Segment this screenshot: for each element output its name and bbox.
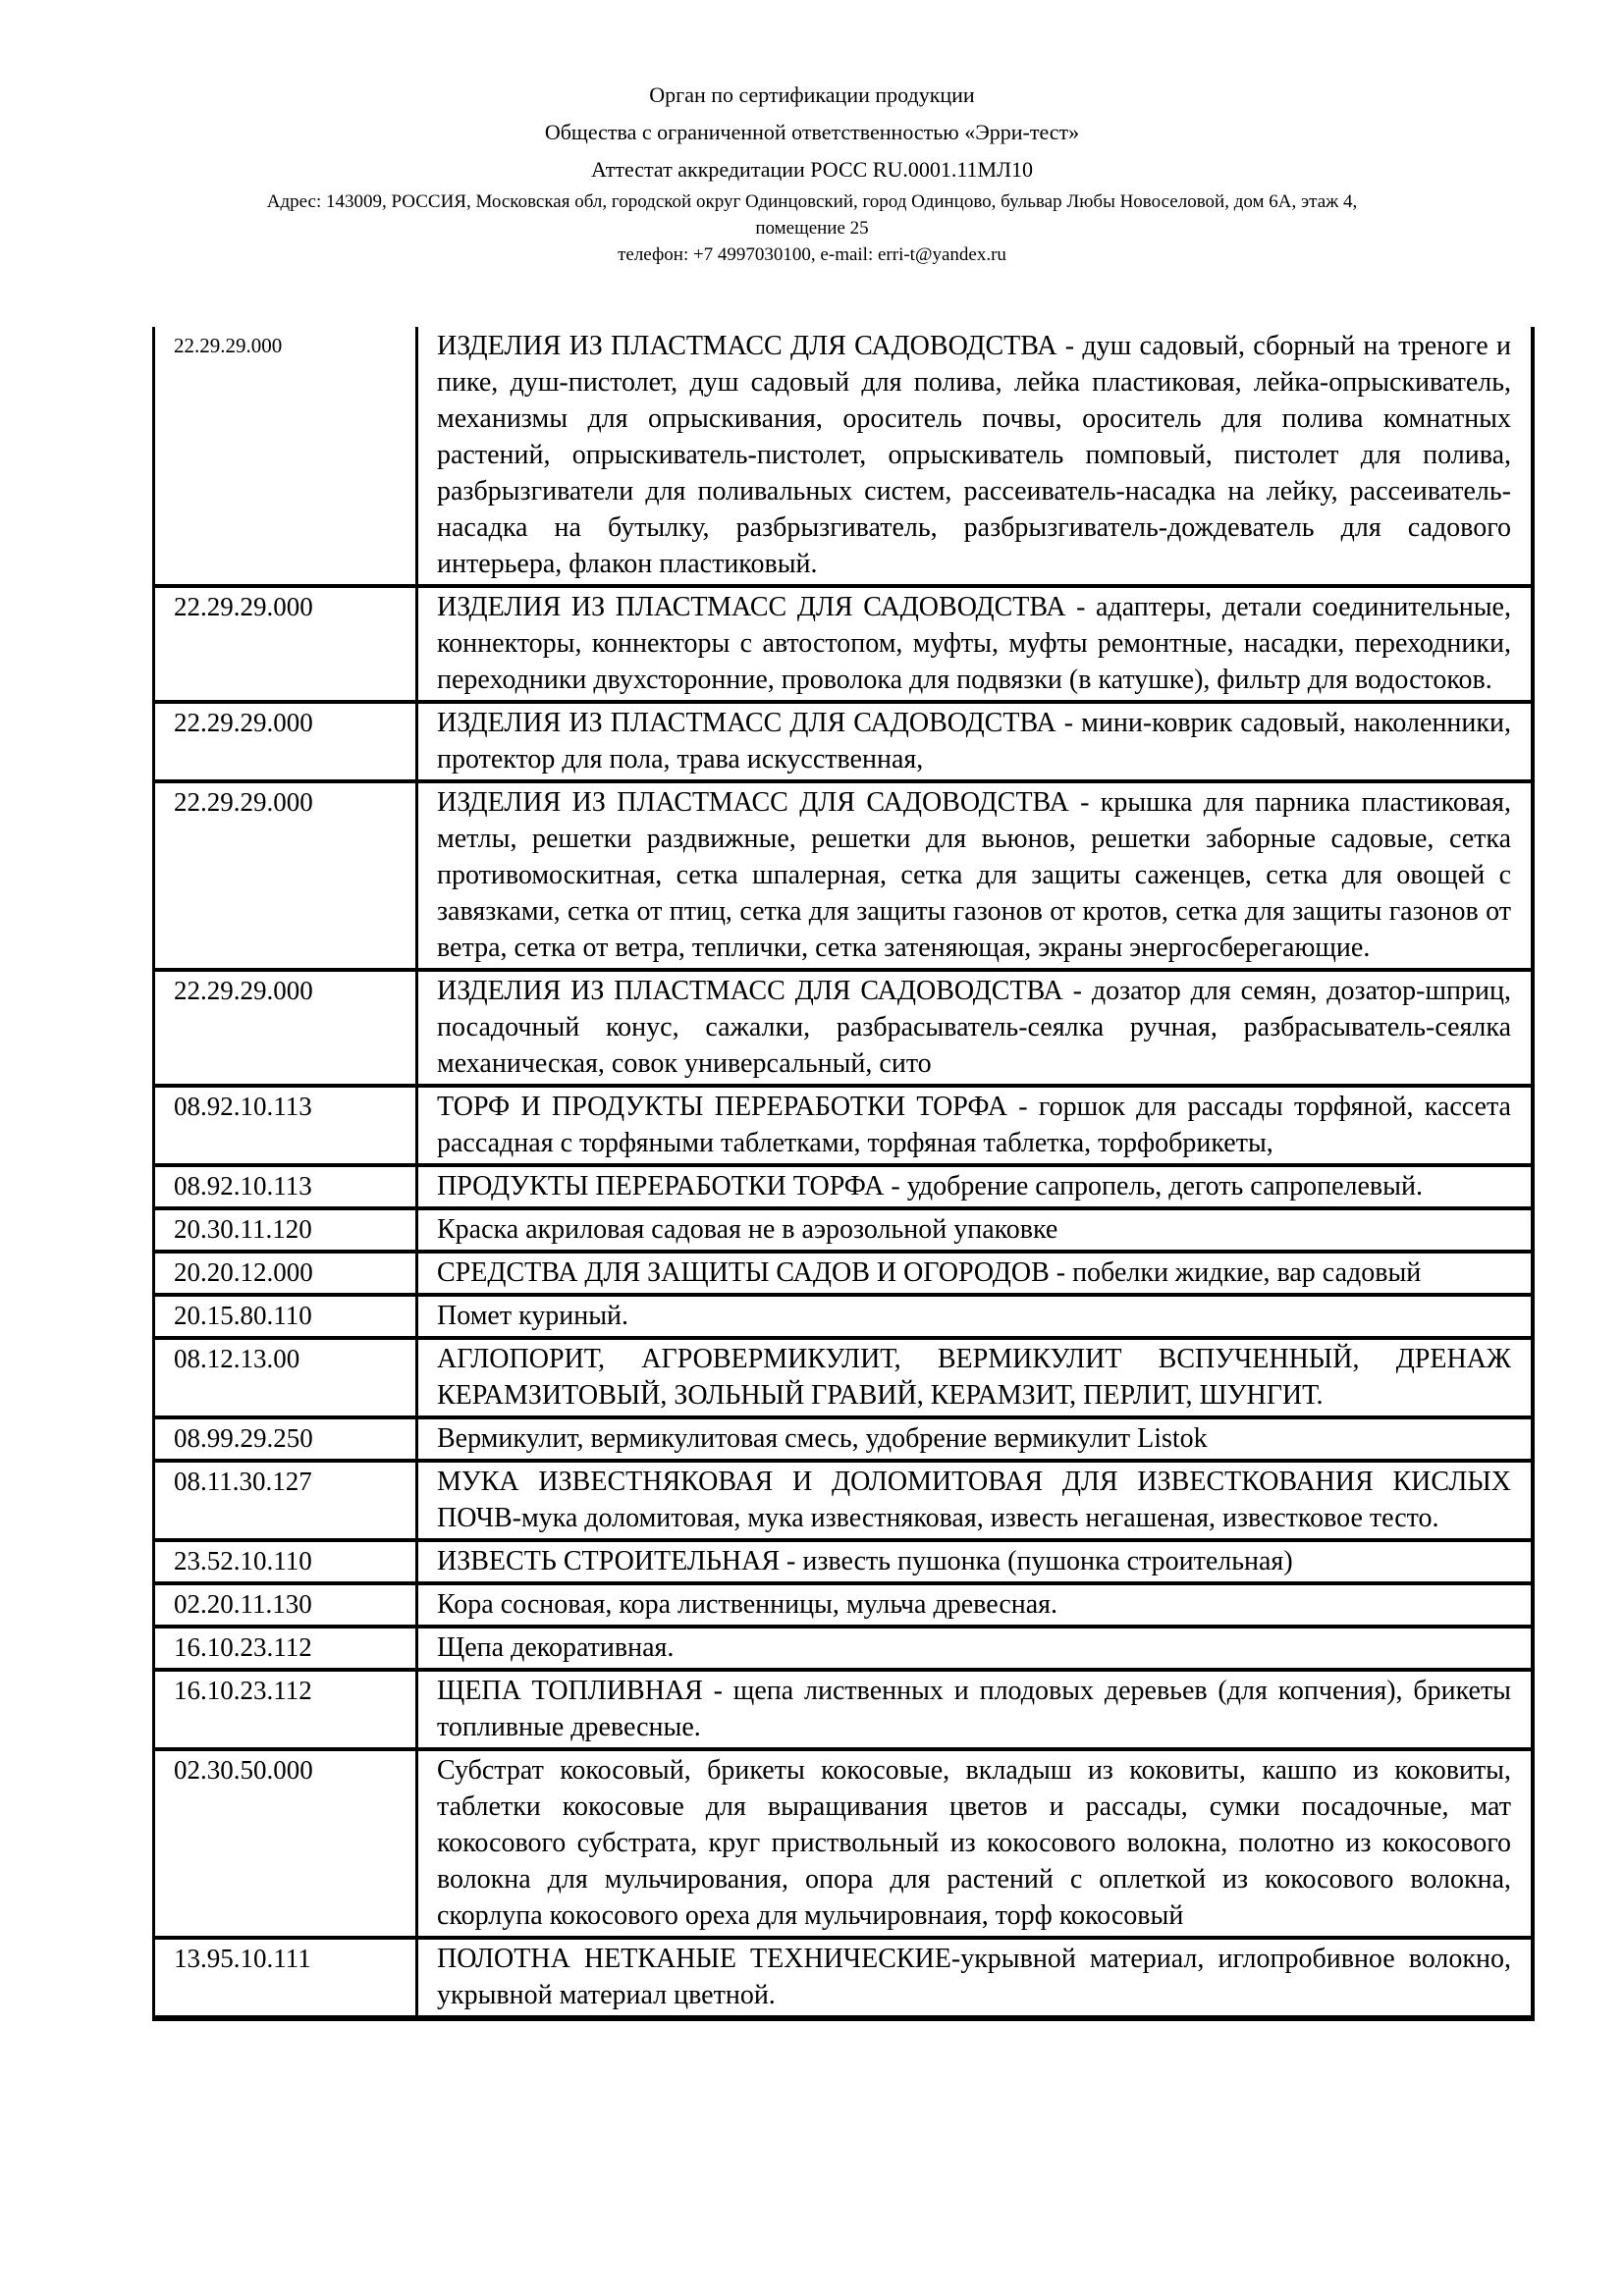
product-code-cell [154, 1583, 417, 1627]
product-code: 16.10.23.112 [174, 1632, 312, 1662]
product-description: СРЕДСТВА ДЛЯ ЗАЩИТЫ САДОВ И ОГОРОДОВ - побелки жидкие, вар садовый [437, 1257, 1422, 1288]
table-row [154, 1208, 1534, 1252]
table-row [154, 1252, 1534, 1295]
table-row [154, 327, 1534, 586]
product-description-cell [417, 1670, 1534, 1749]
product-description-cell [417, 1627, 1534, 1670]
product-code: 08.99.29.250 [174, 1423, 313, 1453]
product-description: Кора сосновая, кора лиственницы, мульча древесная. [437, 1589, 1058, 1620]
product-code: 13.95.10.111 [174, 1944, 311, 1973]
product-code-cell [154, 1086, 417, 1165]
product-code-cell [154, 1627, 417, 1670]
table-row [154, 1295, 1534, 1338]
product-code: 08.92.10.113 [174, 1171, 312, 1201]
product-description: ПОЛОТНА НЕТКАНЫЕ ТЕХНИЧЕСКИЕ-укрывной материал, иглопробивное волокно, укрывной материал цветной. [437, 1944, 1511, 2010]
table-row [154, 781, 1534, 970]
product-description: ТОРФ И ПРОДУКТЫ ПЕРЕРАБОТКИ ТОРФА - горшок для рассады торфяной, кассета рассадная с торфяными таблетками, торфяная таблетка, торфобрикеты, [437, 1092, 1511, 1158]
product-description: ИЗДЕЛИЯ ИЗ ПЛАСТМАСС ДЛЯ САДОВОДСТВА - адаптеры, детали соединительные, коннекторы, коннекторы с автостопом, муфты, муфты ремонтные, насадки, переходники, переходники двухсторонние, проволока для подвязки (в катушке), фильтр для водостоков. [437, 592, 1511, 695]
product-description: ИЗВЕСТЬ СТРОИТЕЛЬНАЯ - известь пушонка (пушонка строительная) [437, 1546, 1293, 1576]
contact-line: телефон: +7 4997030100, e-mail: erri-t@yandex.ru [618, 244, 1006, 265]
table-row [154, 1086, 1534, 1165]
product-description: Вермикулит, вермикулитовая смесь, удобрение вермикулит Listok [437, 1423, 1208, 1454]
product-code: 08.11.30.127 [174, 1467, 312, 1496]
accreditation-line: Аттестат аккредитации РОСС RU.0001.11МЛ10 [590, 157, 1034, 182]
product-description-cell [417, 1295, 1534, 1338]
product-description: Субстрат кокосовый, брикеты кокосовые, вкладыш из коковиты, кашпо из коковиты, таблетки кокосовые для выращивания цветов и рассады, сумки посадочные, мат кокосового субстрата, круг приствольный из кокосового волокна, полотно из кокосового волокна для мульчирования, опора для растений с оплеткой из кокосового волокна, скорлупа кокосового ореха для мульчировнаия, торф кокосовый [437, 1755, 1511, 1931]
table-row [154, 1540, 1534, 1583]
product-code-cell [154, 1208, 417, 1252]
product-code: 22.29.29.000 [174, 592, 313, 621]
product-description-cell [417, 1461, 1534, 1540]
product-description-cell [417, 1086, 1534, 1165]
product-description-cell [417, 327, 1534, 586]
table-row [154, 586, 1534, 702]
product-code: 20.15.80.110 [174, 1301, 312, 1330]
product-table [152, 327, 1535, 2021]
product-code-cell [154, 1749, 417, 1938]
product-description-cell [417, 1583, 1534, 1627]
table-row [154, 1583, 1534, 1627]
product-description: ИЗДЕЛИЯ ИЗ ПЛАСТМАСС ДЛЯ САДОВОДСТВА - крышка для парника пластиковая, метлы, решетки раздвижные, решетки для вьюнов, решетки заборные садовые, сетка противомоскитная, сетка шпалерная, сетка для защиты саженцев, сетка для овощей с завязками, сетка от птиц, сетка для защиты газонов от кротов, сетка для защиты газонов от ветра, сетка от ветра, теплички, сетка затеняющая, экраны энергосберегающие. [437, 787, 1511, 963]
product-description-cell [417, 1749, 1534, 1938]
product-code-cell [154, 702, 417, 781]
product-description: АГЛОПОРИТ, АГРОВЕРМИКУЛИТ, ВЕРМИКУЛИТ ВСПУЧЕННЫЙ, ДРЕНАЖ КЕРАМЗИТОВЫЙ, ЗОЛЬНЫЙ ГРАВИЙ, КЕРАМЗИТ, ПЕРЛИТ, ШУНГИТ. [437, 1344, 1511, 1411]
table-row [154, 1165, 1534, 1208]
org-title-line: Орган по сертификации продукции [649, 82, 975, 107]
table-row [154, 1938, 1534, 2018]
product-description: ИЗДЕЛИЯ ИЗ ПЛАСТМАСС ДЛЯ САДОВОДСТВА - душ садовый, сборный на треноге и пике, душ-пистолет, душ садовый для полива, лейка пластиковая, лейка-опрыскиватель, механизмы для опрыскивания, ороситель почвы, ороситель для полива комнатных растений, опрыскиватель-пистолет, опрыскиватель помповый, пистолет для полива, разбрызгиватели для поливальных систем, рассеиватель-насадка на лейку, рассеиватель-насадка на бутылку, разбрызгиватель, разбрызгиватель-дождеватель для садового интерьера, флакон пластиковый. [437, 331, 1511, 579]
product-code-cell [154, 1252, 417, 1295]
product-code-cell [154, 1938, 417, 2018]
product-description: ЩЕПА ТОПЛИВНАЯ - щепа лиственных и плодовых деревьев (для копчения), брикеты топливные древесные. [437, 1676, 1511, 1742]
table-row [154, 1670, 1534, 1749]
address-line-2: помещение 25 [755, 218, 869, 239]
product-description: Помет куриный. [437, 1301, 629, 1331]
product-description: Щепа декоративная. [437, 1632, 675, 1663]
product-code-cell [154, 970, 417, 1086]
product-code: 22.29.29.000 [174, 976, 313, 1005]
product-description-cell [417, 1252, 1534, 1295]
product-description: ПРОДУКТЫ ПЕРЕРАБОТКИ ТОРФА - удобрение сапропель, деготь сапропелевый. [437, 1171, 1423, 1201]
product-code: 20.30.11.120 [174, 1214, 312, 1244]
product-code: 02.30.50.000 [174, 1755, 313, 1785]
product-description-cell [417, 781, 1534, 970]
product-description: Краска акриловая садовая не в аэрозольной упаковке [437, 1214, 1058, 1245]
product-code-cell [154, 1165, 417, 1208]
table-row [154, 1417, 1534, 1461]
product-code: 22.29.29.000 [174, 708, 313, 737]
product-description-cell [417, 702, 1534, 781]
product-code-cell [154, 1338, 417, 1417]
table-row [154, 702, 1534, 781]
product-code: 16.10.23.112 [174, 1676, 312, 1705]
product-code-cell [154, 1295, 417, 1338]
product-description-cell [417, 1417, 1534, 1461]
product-description-cell [417, 1208, 1534, 1252]
product-code-cell [154, 1540, 417, 1583]
product-code: 22.29.29.000 [174, 334, 283, 357]
product-code-cell [154, 1670, 417, 1749]
product-code-cell [154, 586, 417, 702]
product-description-cell [417, 1540, 1534, 1583]
product-code: 20.20.12.000 [174, 1257, 313, 1287]
product-code: 08.92.10.113 [174, 1092, 312, 1121]
product-description: МУКА ИЗВЕСТНЯКОВАЯ И ДОЛОМИТОВАЯ ДЛЯ ИЗВЕСТКОВАНИЯ КИСЛЫХ ПОЧВ-мука доломитовая, мука известняковая, известь негашеная, известковое тесто. [437, 1467, 1511, 1533]
product-code: 02.20.11.130 [174, 1589, 312, 1619]
address-line-1: Адрес: 143009, РОССИЯ, Московская обл, городской округ Одинцовский, город Одинцово, бульвар Любы Новоселовой, дом 6А, этаж 4, [266, 191, 1358, 212]
product-code-cell [154, 327, 417, 586]
product-table-body [154, 327, 1534, 2018]
org-name-line: Общества с ограниченной ответственностью «Эрри-тест» [544, 120, 1080, 144]
table-row [154, 1749, 1534, 1938]
product-code: 08.12.13.00 [174, 1344, 300, 1373]
product-description: ИЗДЕЛИЯ ИЗ ПЛАСТМАСС ДЛЯ САДОВОДСТВА - мини-коврик садовый, наколенники, протектор для пола, трава искусственная, [437, 708, 1511, 774]
product-description: ИЗДЕЛИЯ ИЗ ПЛАСТМАСС ДЛЯ САДОВОДСТВА - дозатор для семян, дозатор-шприц, посадочный конус, сажалки, разбрасыватель-сеялка ручная, разбрасыватель-сеялка механическая, совок универсальный, сито [437, 976, 1511, 1079]
document-header [0, 77, 1624, 268]
product-description-cell [417, 1338, 1534, 1417]
product-description-cell [417, 970, 1534, 1086]
product-code-cell [154, 781, 417, 970]
product-description-cell [417, 1938, 1534, 2018]
table-row [154, 1461, 1534, 1540]
table-row [154, 970, 1534, 1086]
product-code-cell [154, 1461, 417, 1540]
product-description-cell [417, 1165, 1534, 1208]
product-code: 23.52.10.110 [174, 1546, 312, 1575]
product-description-cell [417, 586, 1534, 702]
product-code: 22.29.29.000 [174, 787, 313, 817]
table-row [154, 1338, 1534, 1417]
table-row [154, 1627, 1534, 1670]
product-code-cell [154, 1417, 417, 1461]
